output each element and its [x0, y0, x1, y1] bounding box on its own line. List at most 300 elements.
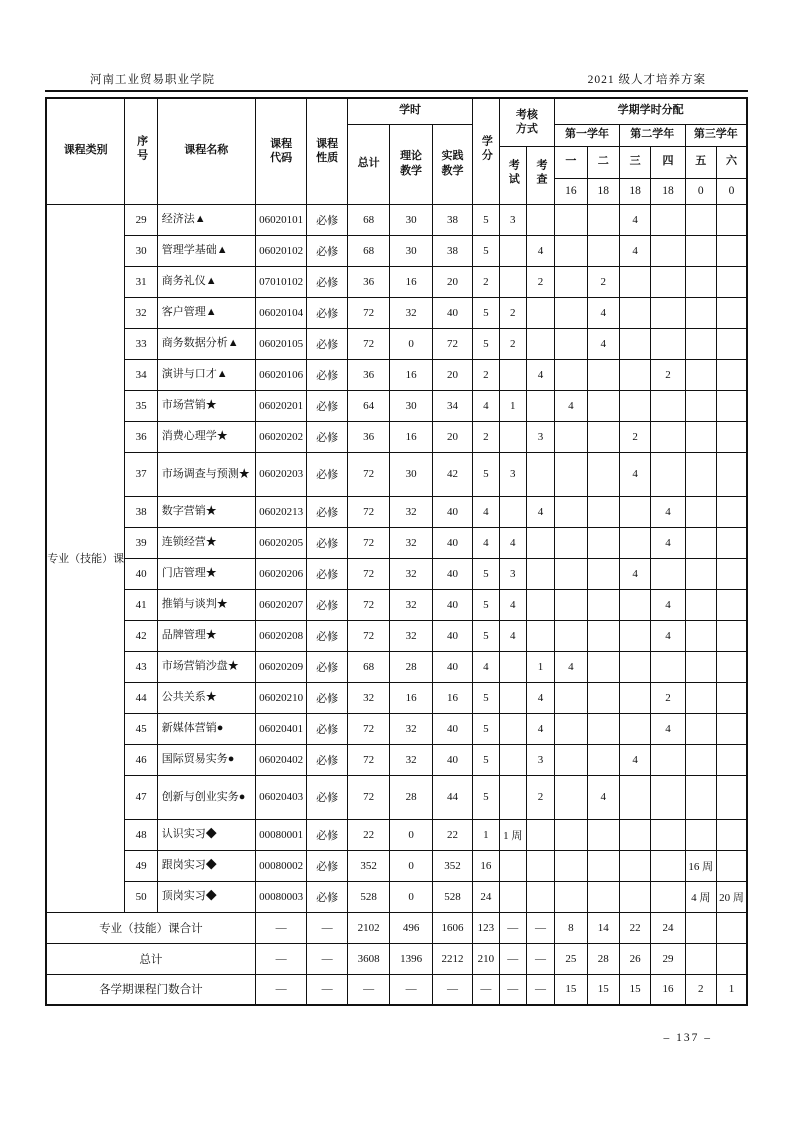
- col-header-sem1: 一: [555, 146, 587, 178]
- school-name: 河南工业贸易职业学院: [90, 74, 215, 86]
- hours-theory-cell: —: [390, 974, 432, 1005]
- sem5-cell: [685, 204, 716, 235]
- sem5-cell: [685, 235, 716, 266]
- sem6-cell: [716, 297, 747, 328]
- credits-cell: 123: [473, 912, 499, 943]
- sem4-cell: [651, 819, 685, 850]
- course-code-cell: 06020206: [255, 558, 307, 589]
- sem2-cell: 28: [587, 943, 619, 974]
- hours-total-cell: 68: [347, 235, 389, 266]
- exam-label: 考试: [507, 158, 520, 187]
- sem6-cell: [716, 912, 747, 943]
- sem3-cell: 15: [619, 974, 650, 1005]
- sem6-cell: [716, 943, 747, 974]
- sem3-cell: 4: [619, 204, 650, 235]
- assessment-label: 考核方式: [515, 108, 538, 136]
- course-code-cell: 06020205: [255, 527, 307, 558]
- course-code-cell: 06020403: [255, 775, 307, 819]
- col-header-hours: 学时: [347, 98, 472, 124]
- sem5-cell: [685, 620, 716, 651]
- col-header-sem6: 六: [716, 146, 747, 178]
- table-row: [46, 390, 747, 421]
- sem6-cell: [716, 558, 747, 589]
- course-code-cell: 06020104: [255, 297, 307, 328]
- credits-cell: 5: [473, 682, 499, 713]
- hours-theory-cell: 30: [390, 235, 432, 266]
- course-code-cell: 07010102: [255, 266, 307, 297]
- hours-total-cell: 68: [347, 651, 389, 682]
- course-name-cell: 演讲与口才▲: [157, 359, 255, 390]
- sem6-cell: 1: [716, 974, 747, 1005]
- check-cell: [526, 527, 554, 558]
- sem2-cell: [587, 850, 619, 881]
- exam-cell: [499, 682, 526, 713]
- course-nature-cell: 必修: [307, 620, 347, 651]
- check-cell: [526, 390, 554, 421]
- sem6-cell: [716, 452, 747, 496]
- course-nature-cell: 必修: [307, 496, 347, 527]
- course-nature-cell: 必修: [307, 390, 347, 421]
- seq-cell: 31: [125, 266, 157, 297]
- sem6-cell: [716, 744, 747, 775]
- course-name-cell: 商务数据分析▲: [157, 328, 255, 359]
- check-cell: [526, 819, 554, 850]
- sem2-cell: [587, 390, 619, 421]
- table-row: [46, 713, 747, 744]
- hours-practice-cell: 40: [432, 713, 472, 744]
- table-row: [46, 651, 747, 682]
- sem5-cell: [685, 452, 716, 496]
- sem3-cell: [619, 620, 650, 651]
- sem1-cell: 4: [555, 390, 587, 421]
- credits-cell: 4: [473, 651, 499, 682]
- sem6-cell: [716, 235, 747, 266]
- hours-practice-cell: 42: [432, 452, 472, 496]
- sem2-cell: 14: [587, 912, 619, 943]
- sem4-cell: [651, 558, 685, 589]
- table-row: [46, 682, 747, 713]
- course-code-cell: 06020201: [255, 390, 307, 421]
- course-rows: [46, 204, 747, 912]
- seq-cell: 39: [125, 527, 157, 558]
- hours-theory-cell: 32: [390, 558, 432, 589]
- sem1-cell: [555, 775, 587, 819]
- summary-rows: [46, 912, 747, 1005]
- sem1-weeks: 16: [555, 178, 587, 204]
- sem4-cell: [651, 421, 685, 452]
- exam-cell: 1: [499, 390, 526, 421]
- sem1-cell: [555, 421, 587, 452]
- sem1-cell: [555, 204, 587, 235]
- hours-theory-label: 理论教学: [400, 150, 423, 177]
- check-cell: [526, 850, 554, 881]
- sem1-cell: [555, 527, 587, 558]
- hours-total-cell: 36: [347, 359, 389, 390]
- sem2-cell: [587, 682, 619, 713]
- exam-cell: [499, 713, 526, 744]
- sem2-cell: 15: [587, 974, 619, 1005]
- sem2-cell: 2: [587, 266, 619, 297]
- credits-cell: 5: [473, 620, 499, 651]
- sem2-cell: [587, 452, 619, 496]
- hours-practice-cell: 38: [432, 235, 472, 266]
- course-name-cell: 跟岗实习◆: [157, 850, 255, 881]
- sem3-cell: 4: [619, 235, 650, 266]
- sem1-cell: 15: [555, 974, 587, 1005]
- credits-cell: —: [473, 974, 499, 1005]
- exam-cell: 3: [499, 558, 526, 589]
- course-nature-cell: 必修: [307, 452, 347, 496]
- course-nature-cell: 必修: [307, 297, 347, 328]
- col-header-year2: 第二学年: [619, 124, 685, 146]
- sem5-cell: 2: [685, 974, 716, 1005]
- hours-practice-cell: 1606: [432, 912, 472, 943]
- course-nature-cell: —: [307, 943, 347, 974]
- course-nature-cell: 必修: [307, 359, 347, 390]
- course-nature-cell: —: [307, 974, 347, 1005]
- hours-total-cell: 32: [347, 682, 389, 713]
- seq-cell: 40: [125, 558, 157, 589]
- sem1-cell: [555, 850, 587, 881]
- sem6-cell: [716, 682, 747, 713]
- sem3-cell: 4: [619, 744, 650, 775]
- hours-practice-cell: 40: [432, 651, 472, 682]
- hours-total-cell: 72: [347, 297, 389, 328]
- col-header-hours-theory: [390, 124, 432, 204]
- course-nature-cell: 必修: [307, 527, 347, 558]
- sem1-cell: [555, 452, 587, 496]
- course-code-cell: 06020105: [255, 328, 307, 359]
- credits-cell: 5: [473, 235, 499, 266]
- col-header-course-nature: [307, 98, 347, 204]
- sem1-cell: [555, 496, 587, 527]
- sem1-cell: [555, 744, 587, 775]
- course-code-cell: —: [255, 912, 307, 943]
- sem1-cell: [555, 266, 587, 297]
- check-cell: —: [526, 974, 554, 1005]
- exam-cell: [499, 266, 526, 297]
- sem2-cell: 4: [587, 328, 619, 359]
- sem6-cell: [716, 620, 747, 651]
- credits-cell: 1: [473, 819, 499, 850]
- sem5-cell: [685, 819, 716, 850]
- summary-label-cell: 专业（技能）课合计: [46, 912, 255, 943]
- check-cell: 4: [526, 713, 554, 744]
- hours-total-cell: 72: [347, 328, 389, 359]
- col-header-assessment: [499, 98, 555, 146]
- table-row: [46, 496, 747, 527]
- hours-theory-cell: 32: [390, 496, 432, 527]
- sem5-cell: [685, 912, 716, 943]
- exam-cell: [499, 359, 526, 390]
- sem1-cell: [555, 589, 587, 620]
- sem5-cell: 16 周: [685, 850, 716, 881]
- check-cell: [526, 452, 554, 496]
- course-nature-label: 课程性质: [316, 137, 339, 165]
- sem1-cell: [555, 682, 587, 713]
- hours-practice-cell: 72: [432, 328, 472, 359]
- sem3-cell: 4: [619, 558, 650, 589]
- hours-theory-cell: 16: [390, 421, 432, 452]
- hours-practice-cell: 38: [432, 204, 472, 235]
- seq-cell: 30: [125, 235, 157, 266]
- hours-theory-cell: 496: [390, 912, 432, 943]
- exam-cell: 3: [499, 204, 526, 235]
- sem1-cell: [555, 297, 587, 328]
- col-header-course-code: [255, 98, 307, 204]
- course-name-cell: 消费心理学★: [157, 421, 255, 452]
- hours-total-cell: 72: [347, 452, 389, 496]
- summary-label-cell: 各学期课程门数合计: [46, 974, 255, 1005]
- table-row: [46, 850, 747, 881]
- sem4-weeks: 18: [651, 178, 685, 204]
- exam-cell: [499, 775, 526, 819]
- hours-theory-cell: 30: [390, 390, 432, 421]
- hours-practice-cell: 528: [432, 881, 472, 912]
- course-code-cell: —: [255, 974, 307, 1005]
- sem5-weeks: 0: [685, 178, 716, 204]
- sem4-cell: [651, 328, 685, 359]
- check-cell: [526, 881, 554, 912]
- col-header-sem5: 五: [685, 146, 716, 178]
- course-nature-cell: 必修: [307, 558, 347, 589]
- course-nature-cell: 必修: [307, 235, 347, 266]
- hours-theory-cell: 30: [390, 452, 432, 496]
- sem5-cell: [685, 297, 716, 328]
- course-nature-cell: 必修: [307, 651, 347, 682]
- hours-theory-cell: 32: [390, 589, 432, 620]
- hours-practice-cell: 34: [432, 390, 472, 421]
- exam-cell: [499, 421, 526, 452]
- course-code-cell: 06020102: [255, 235, 307, 266]
- sem1-cell: [555, 881, 587, 912]
- sem5-cell: [685, 266, 716, 297]
- sem3-cell: [619, 682, 650, 713]
- summary-row: [46, 943, 747, 974]
- col-header-year1: 第一学年: [555, 124, 620, 146]
- hours-theory-cell: 0: [390, 328, 432, 359]
- hours-total-cell: 72: [347, 558, 389, 589]
- course-name-cell: 市场调查与预测★: [157, 452, 255, 496]
- hours-practice-cell: 22: [432, 819, 472, 850]
- sem5-cell: [685, 682, 716, 713]
- credits-cell: 5: [473, 775, 499, 819]
- sem5-cell: [685, 359, 716, 390]
- course-nature-cell: —: [307, 912, 347, 943]
- course-code-cell: 06020208: [255, 620, 307, 651]
- exam-cell: 4: [499, 620, 526, 651]
- check-cell: 1: [526, 651, 554, 682]
- sem6-cell: [716, 713, 747, 744]
- sem4-cell: [651, 881, 685, 912]
- seq-cell: 29: [125, 204, 157, 235]
- hours-practice-cell: 40: [432, 558, 472, 589]
- sem5-cell: [685, 943, 716, 974]
- course-name-cell: 公共关系★: [157, 682, 255, 713]
- sem5-cell: [685, 328, 716, 359]
- sem4-cell: 4: [651, 527, 685, 558]
- hours-theory-cell: 32: [390, 713, 432, 744]
- sem3-weeks: 18: [619, 178, 650, 204]
- sem5-cell: [685, 775, 716, 819]
- sem3-cell: 4: [619, 452, 650, 496]
- hours-theory-cell: 16: [390, 359, 432, 390]
- sem3-cell: 2: [619, 421, 650, 452]
- header-rule: [45, 90, 748, 92]
- sem4-cell: [651, 775, 685, 819]
- hours-total-cell: 72: [347, 496, 389, 527]
- hours-total-cell: 64: [347, 390, 389, 421]
- hours-theory-cell: 16: [390, 266, 432, 297]
- curriculum-table: [45, 97, 748, 1006]
- col-header-credits: [473, 98, 499, 204]
- sem4-cell: [651, 235, 685, 266]
- sem3-cell: [619, 359, 650, 390]
- exam-cell: —: [499, 912, 526, 943]
- sem1-cell: [555, 713, 587, 744]
- course-code-cell: 06020210: [255, 682, 307, 713]
- course-name-cell: 商务礼仪▲: [157, 266, 255, 297]
- course-name-cell: 认识实习◆: [157, 819, 255, 850]
- sem2-cell: [587, 204, 619, 235]
- sem2-cell: [587, 589, 619, 620]
- hours-theory-cell: 16: [390, 682, 432, 713]
- seq-cell: 45: [125, 713, 157, 744]
- sem4-cell: [651, 266, 685, 297]
- hours-practice-cell: 20: [432, 359, 472, 390]
- credits-cell: 4: [473, 390, 499, 421]
- course-name-cell: 顶岗实习◆: [157, 881, 255, 912]
- check-label: 考查: [535, 158, 548, 187]
- sem5-cell: [685, 390, 716, 421]
- credits-cell: 2: [473, 421, 499, 452]
- exam-cell: 4: [499, 589, 526, 620]
- table-row: [46, 744, 747, 775]
- hours-practice-cell: 40: [432, 527, 472, 558]
- sem6-cell: [716, 850, 747, 881]
- sem2-cell: [587, 744, 619, 775]
- sem2-cell: [587, 558, 619, 589]
- col-header-check: [526, 146, 554, 204]
- sem1-cell: [555, 620, 587, 651]
- sem1-cell: [555, 235, 587, 266]
- check-cell: [526, 558, 554, 589]
- sem2-cell: [587, 620, 619, 651]
- col-header-exam: [499, 146, 526, 204]
- course-code-label: 课程代码: [270, 137, 293, 165]
- sem4-cell: 4: [651, 713, 685, 744]
- sem6-weeks: 0: [716, 178, 747, 204]
- exam-cell: [499, 881, 526, 912]
- table-row: [46, 775, 747, 819]
- sem4-cell: 29: [651, 943, 685, 974]
- sem4-cell: 2: [651, 682, 685, 713]
- sem2-cell: [587, 819, 619, 850]
- table-row: [46, 589, 747, 620]
- course-code-cell: 00080002: [255, 850, 307, 881]
- seq-cell: 33: [125, 328, 157, 359]
- seq-cell: 49: [125, 850, 157, 881]
- seq-cell: 34: [125, 359, 157, 390]
- seq-cell: 48: [125, 819, 157, 850]
- seq-cell: 42: [125, 620, 157, 651]
- hours-total-cell: 352: [347, 850, 389, 881]
- sem4-cell: [651, 850, 685, 881]
- course-code-cell: 00080001: [255, 819, 307, 850]
- table-row: [46, 266, 747, 297]
- sem6-cell: [716, 359, 747, 390]
- exam-cell: 1 周: [499, 819, 526, 850]
- table-row: [46, 204, 747, 235]
- sem4-cell: 4: [651, 589, 685, 620]
- course-code-cell: 06020101: [255, 204, 307, 235]
- credits-cell: 210: [473, 943, 499, 974]
- course-name-cell: 推销与谈判★: [157, 589, 255, 620]
- exam-cell: 4: [499, 527, 526, 558]
- hours-practice-cell: 40: [432, 589, 472, 620]
- course-code-cell: 06020106: [255, 359, 307, 390]
- col-header-sem2: 二: [587, 146, 619, 178]
- table-row: [46, 881, 747, 912]
- col-header-semester-alloc: 学期学时分配: [555, 98, 747, 124]
- sem3-cell: [619, 850, 650, 881]
- hours-practice-cell: 20: [432, 421, 472, 452]
- sem4-cell: 16: [651, 974, 685, 1005]
- sem6-cell: [716, 496, 747, 527]
- course-name-cell: 连锁经营★: [157, 527, 255, 558]
- sem4-cell: [651, 390, 685, 421]
- hours-theory-cell: 0: [390, 819, 432, 850]
- sem5-cell: [685, 558, 716, 589]
- course-code-cell: 06020213: [255, 496, 307, 527]
- sem2-cell: [587, 881, 619, 912]
- course-code-cell: 06020209: [255, 651, 307, 682]
- program-title: 2021 级人才培养方案: [587, 74, 706, 86]
- seq-cell: 50: [125, 881, 157, 912]
- hours-total-cell: 72: [347, 744, 389, 775]
- course-nature-cell: 必修: [307, 744, 347, 775]
- hours-practice-cell: 16: [432, 682, 472, 713]
- credits-cell: 2: [473, 359, 499, 390]
- sem3-cell: [619, 881, 650, 912]
- sem3-cell: 26: [619, 943, 650, 974]
- sem6-cell: 20 周: [716, 881, 747, 912]
- seq-cell: 38: [125, 496, 157, 527]
- sem3-cell: [619, 651, 650, 682]
- sem6-cell: [716, 819, 747, 850]
- credits-cell: 5: [473, 204, 499, 235]
- sem4-cell: [651, 452, 685, 496]
- sem1-cell: 25: [555, 943, 587, 974]
- course-name-cell: 门店管理★: [157, 558, 255, 589]
- sem3-cell: [619, 819, 650, 850]
- sem3-cell: [619, 328, 650, 359]
- sem5-cell: 4 周: [685, 881, 716, 912]
- check-cell: 3: [526, 421, 554, 452]
- sem4-cell: [651, 297, 685, 328]
- sem1-cell: 4: [555, 651, 587, 682]
- sem6-cell: [716, 589, 747, 620]
- course-code-cell: —: [255, 943, 307, 974]
- seq-cell: 46: [125, 744, 157, 775]
- col-header-course-name: 课程名称: [157, 98, 255, 204]
- exam-cell: [499, 651, 526, 682]
- table-row: [46, 235, 747, 266]
- credits-cell: 5: [473, 744, 499, 775]
- credits-cell: 4: [473, 527, 499, 558]
- check-cell: 2: [526, 775, 554, 819]
- sem4-cell: 24: [651, 912, 685, 943]
